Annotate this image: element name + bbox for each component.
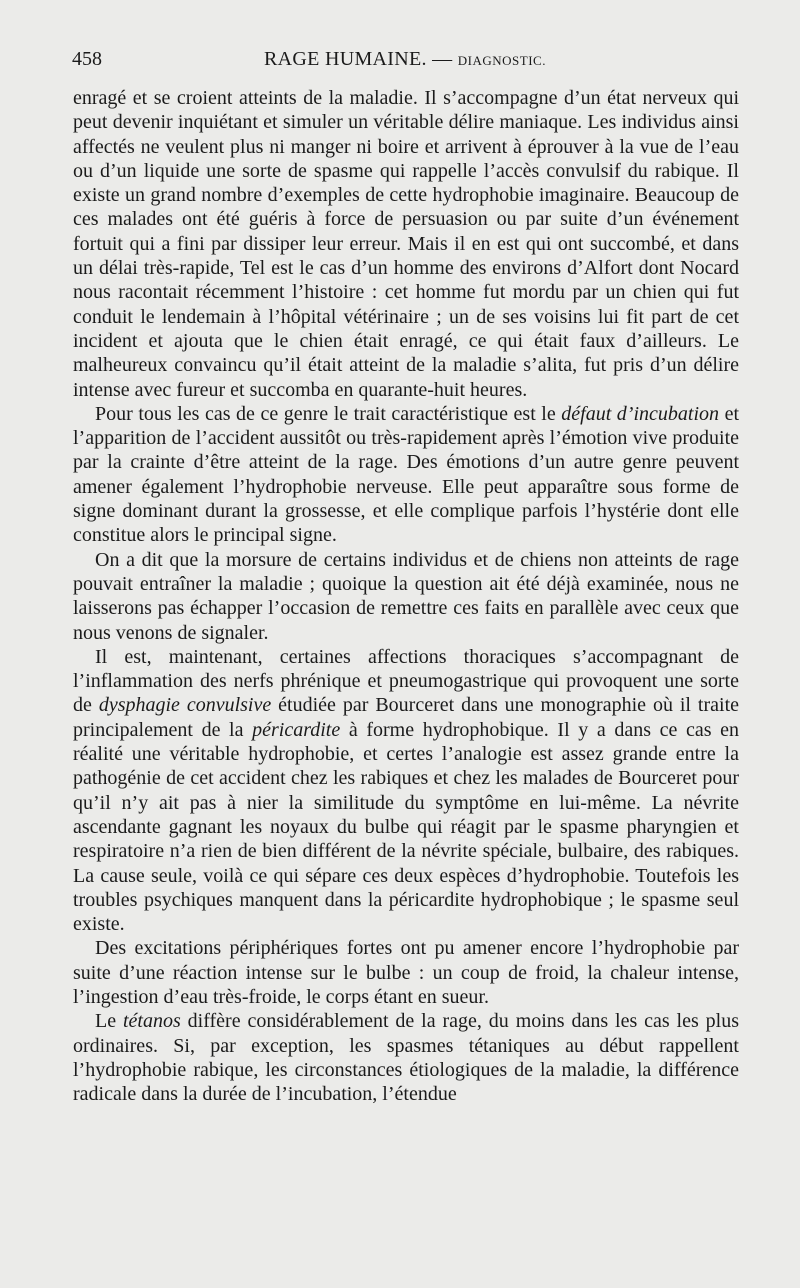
paragraph xyxy=(73,548,739,645)
title-dash: — xyxy=(432,48,453,70)
text-run: Le xyxy=(95,1010,123,1033)
italic-text: péricardite xyxy=(252,718,341,741)
page-number: 458 xyxy=(72,48,102,70)
running-header xyxy=(72,48,738,78)
paragraph xyxy=(73,86,739,402)
text-run: Pour tous les cas de ce genre le trait caractéristique est le xyxy=(95,402,562,425)
text-run: On a dit que la morsure de certains individus et de chiens non atteints de rage pouvait entraîner la maladie ; quoique la question ait été déjà examinée, nous ne laisserons pas échapper l’occasion de remettre ces faits en parallèle avec ceux que nous venons de signaler. xyxy=(73,548,739,644)
text-run: Des excitations périphériques fortes ont pu amener encore l’hydrophobie par suite d’une réaction intense sur le bulbe : un coup de froid, la chaleur intense, l’ingestion d’eau très-froide, le corps étant en sueur. xyxy=(73,937,739,1008)
running-title xyxy=(72,48,738,71)
text-run: diffère considérablement de la rage, du moins dans les cas les plus ordinaires. Si, par exception, les spasmes tétaniques au début rappellent l’hydrophobie rabique, les circonstances étiologiques de la maladie, la différence radicale dans la durée de l’incubation, l’étendue xyxy=(73,1010,740,1106)
paragraph xyxy=(73,1009,739,1106)
text-run: à forme hydrophobique. Il y a dans ce cas en réalité une véritable hydrophobie, et certes l’analogie est assez grande entre la pathogénie de cet accident chez les rabiques et chez les malades de Bourceret pour qu’il n’y ait pas à nier la similitude du symptôme en lui-même. La névrite ascendante gagnant les noyaux du bulbe qui réagit par le spasme pharyngien et respiratoire n’a rien de bien différent de la névrite spéciale, bulbaire, des rabiques. La cause seule, voilà ce qui sépare ces deux espèces d’hydrophobie. Toutefois les troubles psychiques manquent dans la péricardite hydrophobique ; le spasme seul existe. xyxy=(73,718,739,936)
italic-text: tétanos xyxy=(122,1010,181,1033)
text-run: étudiée par Bourceret dans une monographie où il traite principalement de la xyxy=(73,694,740,741)
paragraph xyxy=(73,645,739,937)
italic-text: défaut d’incubation xyxy=(561,402,720,425)
section-title: DIAGNOSTIC. xyxy=(457,53,546,68)
text-run: enragé et se croient atteints de la maladie. Il s’accompagne d’un état nerveux qui peut devenir inquiétant et simuler un véritable délire maniaque. Les individus ainsi affectés ne veulent plus ni manger ni boire et arrivent à éprouver à la vue de l’eau ou d’un liquide une sorte de spasme qui rappelle l’accès convulsif du rabique. Il existe un grand nombre d’exemples de cette hydrophobie imaginaire. Beaucoup de ces malades ont été guéris à force de persuasion ou par suite d’un événement fortuit qui a fini par dissiper leur erreur. Mais il en est qui ont succombé, et dans un délai très-rapide, Tel est le cas d’un homme des environs d’Alfort dont Nocard nous racontait récemment l’histoire : cet homme fut mordu par un chien qui fut conduit le lendemain à l’hôpital vétérinaire ; un de ses voisins lui fit part de cet incident et ajouta que le chien était enragé, ce qui était faux d’ailleurs. Le malheureux convaincu qu’il était atteint de la maladie s’alita, fut pris d’un délire intense avec fureur et succomba en quarante-huit heures. xyxy=(73,87,739,401)
italic-text: dysphagie convulsive xyxy=(98,694,272,717)
page-body xyxy=(73,86,739,1106)
book-title: RAGE HUMAINE. xyxy=(264,48,427,70)
paragraph xyxy=(73,936,739,1009)
paragraph xyxy=(73,402,739,548)
text-run: et l’apparition de l’accident aussitôt ou très-rapidement après l’émotion vive produite par la crainte d’être atteint de la rage. Des émotions d’un autre genre peuvent amener également l’hydrophobie nerveuse. Elle peut apparaître sous forme de signe dominant durant la grossesse, et elle complique parfois l’hystérie dont elle constitue alors le principal signe. xyxy=(73,402,740,547)
text-run: Il est, maintenant, certaines affections thoraciques s’accompagnant de l’inflammation des nerfs phrénique et pneumogastrique qui provoquent une sorte de xyxy=(73,645,739,717)
